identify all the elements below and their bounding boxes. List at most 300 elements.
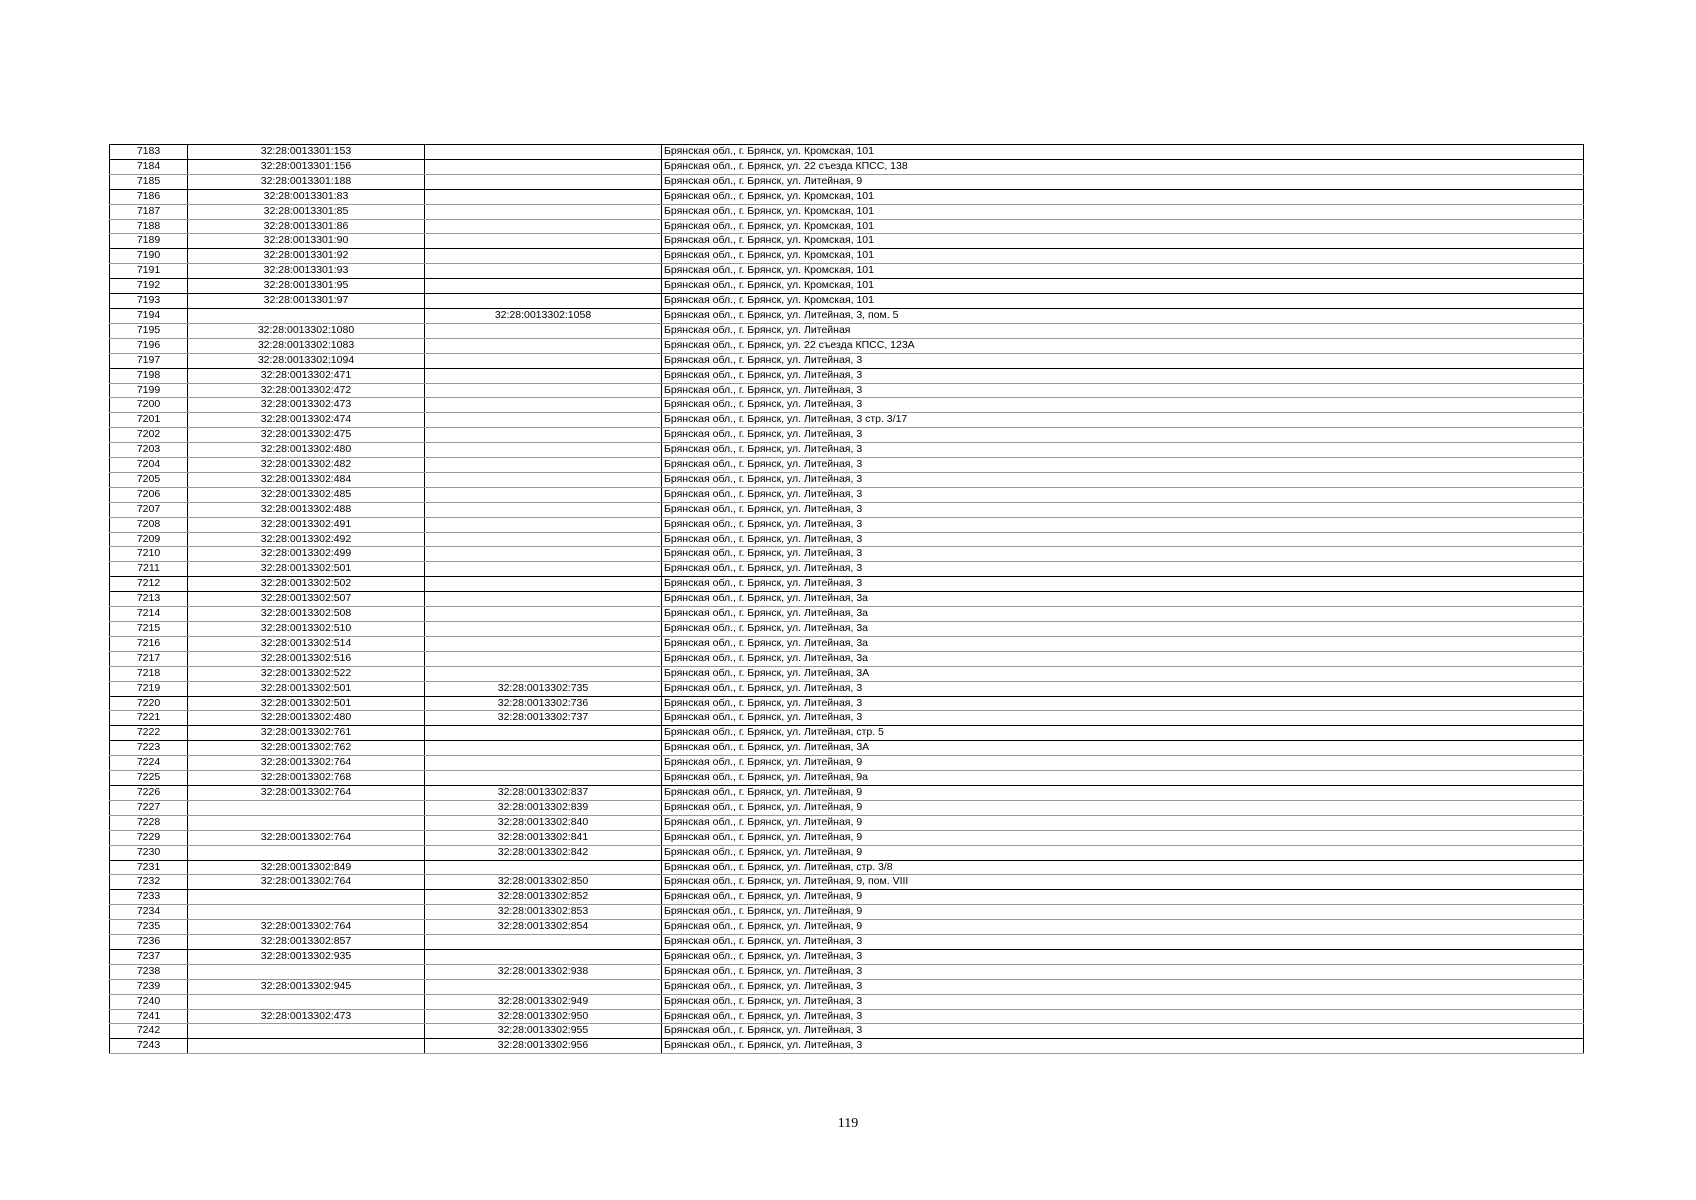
table-row: [110, 726, 1584, 741]
table-row: [110, 294, 1584, 309]
row-number-cell: 7191: [110, 264, 188, 279]
row-number-cell: 7238: [110, 964, 188, 979]
source-cadastral-number-cell: 32:28:0013302:764: [188, 785, 425, 800]
table-row: [110, 487, 1584, 502]
new-cadastral-number-cell: [425, 756, 662, 771]
new-cadastral-number-cell: 32:28:0013302:949: [425, 994, 662, 1009]
source-cadastral-number-cell: 32:28:0013302:485: [188, 487, 425, 502]
table-row: [110, 800, 1584, 815]
source-cadastral-number-cell: 32:28:0013302:480: [188, 711, 425, 726]
source-cadastral-number-cell: 32:28:0013302:508: [188, 607, 425, 622]
source-cadastral-number-cell: 32:28:0013302:514: [188, 636, 425, 651]
table-row: [110, 174, 1584, 189]
new-cadastral-number-cell: [425, 532, 662, 547]
new-cadastral-number-cell: [425, 145, 662, 160]
table-row: [110, 502, 1584, 517]
new-cadastral-number-cell: [425, 607, 662, 622]
table-row: [110, 756, 1584, 771]
table-row: [110, 696, 1584, 711]
row-number-cell: 7184: [110, 159, 188, 174]
source-cadastral-number-cell: 32:28:0013302:473: [188, 1009, 425, 1024]
new-cadastral-number-cell: [425, 547, 662, 562]
source-cadastral-number-cell: 32:28:0013302:764: [188, 756, 425, 771]
table-row: [110, 323, 1584, 338]
source-cadastral-number-cell: 32:28:0013302:935: [188, 949, 425, 964]
address-cell: Брянская обл., г. Брянск, ул. 22 съезда КПСС, 138: [662, 159, 1584, 174]
table-row: [110, 577, 1584, 592]
row-number-cell: 7186: [110, 189, 188, 204]
table-row: [110, 964, 1584, 979]
address-cell: Брянская обл., г. Брянск, ул. Кромская, 101: [662, 219, 1584, 234]
table-row: [110, 368, 1584, 383]
address-cell: Брянская обл., г. Брянск, ул. Кромская, 101: [662, 279, 1584, 294]
source-cadastral-number-cell: 32:28:0013302:764: [188, 830, 425, 845]
source-cadastral-number-cell: 32:28:0013302:768: [188, 771, 425, 786]
address-cell: Брянская обл., г. Брянск, ул. Кромская, 101: [662, 249, 1584, 264]
address-cell: Брянская обл., г. Брянск, ул. Литейная, 9: [662, 174, 1584, 189]
new-cadastral-number-cell: [425, 651, 662, 666]
row-number-cell: 7194: [110, 308, 188, 323]
address-cell: Брянская обл., г. Брянск, ул. Литейная, 3: [662, 472, 1584, 487]
new-cadastral-number-cell: [425, 264, 662, 279]
row-number-cell: 7216: [110, 636, 188, 651]
source-cadastral-number-cell: 32:28:0013302:1083: [188, 338, 425, 353]
row-number-cell: 7234: [110, 905, 188, 920]
new-cadastral-number-cell: [425, 517, 662, 532]
table-row: [110, 547, 1584, 562]
row-number-cell: 7207: [110, 502, 188, 517]
row-number-cell: 7220: [110, 696, 188, 711]
new-cadastral-number-cell: [425, 353, 662, 368]
address-cell: Брянская обл., г. Брянск, ул. Литейная, 3: [662, 935, 1584, 950]
source-cadastral-number-cell: 32:28:0013302:492: [188, 532, 425, 547]
new-cadastral-number-cell: [425, 383, 662, 398]
row-number-cell: 7210: [110, 547, 188, 562]
address-cell: Брянская обл., г. Брянск, ул. Литейная, 3: [662, 517, 1584, 532]
address-cell: Брянская обл., г. Брянск, ул. Литейная, 3: [662, 562, 1584, 577]
row-number-cell: 7224: [110, 756, 188, 771]
new-cadastral-number-cell: [425, 726, 662, 741]
table-row: [110, 517, 1584, 532]
address-cell: Брянская обл., г. Брянск, ул. Литейная, 9: [662, 785, 1584, 800]
new-cadastral-number-cell: [425, 159, 662, 174]
new-cadastral-number-cell: [425, 949, 662, 964]
source-cadastral-number-cell: [188, 800, 425, 815]
address-cell: Брянская обл., г. Брянск, ул. Литейная, 9: [662, 920, 1584, 935]
source-cadastral-number-cell: 32:28:0013302:761: [188, 726, 425, 741]
table-row: [110, 785, 1584, 800]
row-number-cell: 7236: [110, 935, 188, 950]
table-row: [110, 145, 1584, 160]
row-number-cell: 7221: [110, 711, 188, 726]
new-cadastral-number-cell: 32:28:0013302:1058: [425, 308, 662, 323]
address-cell: Брянская обл., г. Брянск, ул. Литейная, 3: [662, 443, 1584, 458]
new-cadastral-number-cell: 32:28:0013302:854: [425, 920, 662, 935]
new-cadastral-number-cell: [425, 741, 662, 756]
row-number-cell: 7237: [110, 949, 188, 964]
address-cell: Брянская обл., г. Брянск, ул. 22 съезда КПСС, 123А: [662, 338, 1584, 353]
source-cadastral-number-cell: 32:28:0013302:1080: [188, 323, 425, 338]
row-number-cell: 7198: [110, 368, 188, 383]
address-cell: Брянская обл., г. Брянск, ул. Литейная, 3: [662, 547, 1584, 562]
table-row: [110, 1039, 1584, 1054]
new-cadastral-number-cell: 32:28:0013302:837: [425, 785, 662, 800]
source-cadastral-number-cell: [188, 815, 425, 830]
address-cell: Брянская обл., г. Брянск, ул. Литейная, 3а: [662, 636, 1584, 651]
new-cadastral-number-cell: 32:28:0013302:852: [425, 890, 662, 905]
new-cadastral-number-cell: 32:28:0013302:842: [425, 845, 662, 860]
source-cadastral-number-cell: 32:28:0013301:90: [188, 234, 425, 249]
new-cadastral-number-cell: 32:28:0013302:853: [425, 905, 662, 920]
table-row: [110, 905, 1584, 920]
new-cadastral-number-cell: [425, 502, 662, 517]
row-number-cell: 7209: [110, 532, 188, 547]
new-cadastral-number-cell: [425, 174, 662, 189]
row-number-cell: 7229: [110, 830, 188, 845]
table-row: [110, 1009, 1584, 1024]
source-cadastral-number-cell: 32:28:0013301:153: [188, 145, 425, 160]
source-cadastral-number-cell: 32:28:0013301:188: [188, 174, 425, 189]
row-number-cell: 7243: [110, 1039, 188, 1054]
page-number: 119: [837, 1116, 859, 1131]
row-number-cell: 7189: [110, 234, 188, 249]
source-cadastral-number-cell: 32:28:0013302:471: [188, 368, 425, 383]
row-number-cell: 7205: [110, 472, 188, 487]
new-cadastral-number-cell: [425, 577, 662, 592]
new-cadastral-number-cell: [425, 204, 662, 219]
table-row: [110, 204, 1584, 219]
address-cell: Брянская обл., г. Брянск, ул. Литейная, 3: [662, 949, 1584, 964]
new-cadastral-number-cell: 32:28:0013302:841: [425, 830, 662, 845]
address-cell: Брянская обл., г. Брянск, ул. Кромская, 101: [662, 204, 1584, 219]
address-cell: Брянская обл., г. Брянск, ул. Литейная, стр. 3/8: [662, 860, 1584, 875]
table-row: [110, 651, 1584, 666]
table-row: [110, 428, 1584, 443]
row-number-cell: 7187: [110, 204, 188, 219]
row-number-cell: 7202: [110, 428, 188, 443]
address-cell: Брянская обл., г. Брянск, ул. Литейная, 9а: [662, 771, 1584, 786]
address-cell: Брянская обл., г. Брянск, ул. Литейная, 3: [662, 1024, 1584, 1039]
source-cadastral-number-cell: 32:28:0013302:501: [188, 696, 425, 711]
source-cadastral-number-cell: 32:28:0013302:516: [188, 651, 425, 666]
row-number-cell: 7218: [110, 666, 188, 681]
new-cadastral-number-cell: [425, 428, 662, 443]
source-cadastral-number-cell: 32:28:0013301:97: [188, 294, 425, 309]
address-cell: Брянская обл., г. Брянск, ул. Литейная, 9: [662, 815, 1584, 830]
table-row: [110, 234, 1584, 249]
new-cadastral-number-cell: [425, 472, 662, 487]
table-row: [110, 458, 1584, 473]
source-cadastral-number-cell: [188, 890, 425, 905]
new-cadastral-number-cell: [425, 666, 662, 681]
new-cadastral-number-cell: [425, 249, 662, 264]
row-number-cell: 7203: [110, 443, 188, 458]
table-row: [110, 845, 1584, 860]
address-cell: Брянская обл., г. Брянск, ул. Кромская, 101: [662, 294, 1584, 309]
address-cell: Брянская обл., г. Брянск, ул. Литейная, стр. 5: [662, 726, 1584, 741]
new-cadastral-number-cell: [425, 860, 662, 875]
table-row: [110, 607, 1584, 622]
row-number-cell: 7211: [110, 562, 188, 577]
row-number-cell: 7233: [110, 890, 188, 905]
cadastral-table: [109, 144, 1584, 1054]
address-cell: Брянская обл., г. Брянск, ул. Литейная, 3: [662, 681, 1584, 696]
row-number-cell: 7215: [110, 622, 188, 637]
new-cadastral-number-cell: [425, 234, 662, 249]
table-row: [110, 472, 1584, 487]
table-row: [110, 741, 1584, 756]
address-cell: Брянская обл., г. Брянск, ул. Литейная: [662, 323, 1584, 338]
row-number-cell: 7240: [110, 994, 188, 1009]
source-cadastral-number-cell: 32:28:0013301:95: [188, 279, 425, 294]
address-cell: Брянская обл., г. Брянск, ул. Литейная, 3: [662, 487, 1584, 502]
source-cadastral-number-cell: 32:28:0013302:472: [188, 383, 425, 398]
address-cell: Брянская обл., г. Брянск, ул. Литейная, 9: [662, 890, 1584, 905]
source-cadastral-number-cell: [188, 1039, 425, 1054]
address-cell: Брянская обл., г. Брянск, ул. Литейная, 3а: [662, 607, 1584, 622]
table-row: [110, 264, 1584, 279]
table-row: [110, 830, 1584, 845]
source-cadastral-number-cell: [188, 308, 425, 323]
address-cell: Брянская обл., г. Брянск, ул. Литейная, 3: [662, 458, 1584, 473]
address-cell: Брянская обл., г. Брянск, ул. Литейная, 3: [662, 398, 1584, 413]
address-cell: Брянская обл., г. Брянск, ул. Литейная, 3: [662, 532, 1584, 547]
row-number-cell: 7190: [110, 249, 188, 264]
row-number-cell: 7219: [110, 681, 188, 696]
source-cadastral-number-cell: 32:28:0013301:93: [188, 264, 425, 279]
row-number-cell: 7201: [110, 413, 188, 428]
table-row: [110, 860, 1584, 875]
source-cadastral-number-cell: 32:28:0013301:92: [188, 249, 425, 264]
address-cell: Брянская обл., г. Брянск, ул. Литейная, 9: [662, 756, 1584, 771]
table-row: [110, 159, 1584, 174]
address-cell: Брянская обл., г. Брянск, ул. Литейная, 3а: [662, 651, 1584, 666]
source-cadastral-number-cell: 32:28:0013302:507: [188, 592, 425, 607]
new-cadastral-number-cell: [425, 279, 662, 294]
address-cell: Брянская обл., г. Брянск, ул. Литейная, 3: [662, 368, 1584, 383]
table-row: [110, 353, 1584, 368]
row-number-cell: 7213: [110, 592, 188, 607]
source-cadastral-number-cell: 32:28:0013302:764: [188, 875, 425, 890]
row-number-cell: 7204: [110, 458, 188, 473]
address-cell: Брянская обл., г. Брянск, ул. Кромская, 101: [662, 234, 1584, 249]
new-cadastral-number-cell: 32:28:0013302:736: [425, 696, 662, 711]
address-cell: Брянская обл., г. Брянск, ул. Литейная, 9: [662, 905, 1584, 920]
new-cadastral-number-cell: [425, 562, 662, 577]
address-cell: Брянская обл., г. Брянск, ул. Литейная, 3: [662, 964, 1584, 979]
source-cadastral-number-cell: 32:28:0013302:510: [188, 622, 425, 637]
new-cadastral-number-cell: 32:28:0013302:839: [425, 800, 662, 815]
source-cadastral-number-cell: 32:28:0013302:764: [188, 920, 425, 935]
source-cadastral-number-cell: 32:28:0013302:488: [188, 502, 425, 517]
table-row: [110, 935, 1584, 950]
address-cell: Брянская обл., г. Брянск, ул. Литейная, 3: [662, 994, 1584, 1009]
address-cell: Брянская обл., г. Брянск, ул. Литейная, 9, пом. VIII: [662, 875, 1584, 890]
table-row: [110, 219, 1584, 234]
table-row: [110, 413, 1584, 428]
source-cadastral-number-cell: 32:28:0013302:849: [188, 860, 425, 875]
new-cadastral-number-cell: [425, 487, 662, 502]
new-cadastral-number-cell: 32:28:0013302:956: [425, 1039, 662, 1054]
new-cadastral-number-cell: [425, 189, 662, 204]
table-row: [110, 711, 1584, 726]
address-cell: Брянская обл., г. Брянск, ул. Литейная, 3: [662, 383, 1584, 398]
source-cadastral-number-cell: 32:28:0013302:474: [188, 413, 425, 428]
new-cadastral-number-cell: [425, 443, 662, 458]
source-cadastral-number-cell: 32:28:0013302:857: [188, 935, 425, 950]
table-row: [110, 815, 1584, 830]
source-cadastral-number-cell: 32:28:0013302:762: [188, 741, 425, 756]
table-row: [110, 636, 1584, 651]
new-cadastral-number-cell: 32:28:0013302:737: [425, 711, 662, 726]
address-cell: Брянская обл., г. Брянск, ул. Литейная, 3а: [662, 592, 1584, 607]
source-cadastral-number-cell: 32:28:0013302:499: [188, 547, 425, 562]
new-cadastral-number-cell: [425, 636, 662, 651]
new-cadastral-number-cell: [425, 368, 662, 383]
source-cadastral-number-cell: 32:28:0013301:85: [188, 204, 425, 219]
source-cadastral-number-cell: 32:28:0013302:475: [188, 428, 425, 443]
address-cell: Брянская обл., г. Брянск, ул. Литейная, 3: [662, 577, 1584, 592]
row-number-cell: 7217: [110, 651, 188, 666]
source-cadastral-number-cell: 32:28:0013302:501: [188, 562, 425, 577]
source-cadastral-number-cell: [188, 1024, 425, 1039]
table-row: [110, 979, 1584, 994]
new-cadastral-number-cell: [425, 458, 662, 473]
table-row: [110, 771, 1584, 786]
row-number-cell: 7195: [110, 323, 188, 338]
address-cell: Брянская обл., г. Брянск, ул. Литейная, 3: [662, 979, 1584, 994]
new-cadastral-number-cell: [425, 323, 662, 338]
address-cell: Брянская обл., г. Брянск, ул. Литейная, 3: [662, 428, 1584, 443]
source-cadastral-number-cell: [188, 994, 425, 1009]
new-cadastral-number-cell: [425, 398, 662, 413]
row-number-cell: 7206: [110, 487, 188, 502]
table-row: [110, 920, 1584, 935]
address-cell: Брянская обл., г. Брянск, ул. Литейная, 3А: [662, 741, 1584, 756]
source-cadastral-number-cell: [188, 905, 425, 920]
address-cell: Брянская обл., г. Брянск, ул. Литейная, 9: [662, 830, 1584, 845]
table-row: [110, 383, 1584, 398]
table-row: [110, 443, 1584, 458]
table-row: [110, 875, 1584, 890]
table-row: [110, 189, 1584, 204]
address-cell: Брянская обл., г. Брянск, ул. Литейная, 9: [662, 800, 1584, 815]
source-cadastral-number-cell: [188, 845, 425, 860]
new-cadastral-number-cell: [425, 979, 662, 994]
address-cell: Брянская обл., г. Брянск, ул. Литейная, 3, пом. 5: [662, 308, 1584, 323]
address-cell: Брянская обл., г. Брянск, ул. Литейная, 9: [662, 845, 1584, 860]
table-row: [110, 532, 1584, 547]
source-cadastral-number-cell: 32:28:0013302:491: [188, 517, 425, 532]
table-row: [110, 1024, 1584, 1039]
new-cadastral-number-cell: 32:28:0013302:955: [425, 1024, 662, 1039]
new-cadastral-number-cell: 32:28:0013302:850: [425, 875, 662, 890]
row-number-cell: 7183: [110, 145, 188, 160]
row-number-cell: 7185: [110, 174, 188, 189]
document-page: [109, 144, 1584, 1054]
table-row: [110, 279, 1584, 294]
address-cell: Брянская обл., г. Брянск, ул. Кромская, 101: [662, 189, 1584, 204]
row-number-cell: 7239: [110, 979, 188, 994]
row-number-cell: 7241: [110, 1009, 188, 1024]
address-cell: Брянская обл., г. Брянск, ул. Литейная, 3: [662, 502, 1584, 517]
table-row: [110, 622, 1584, 637]
row-number-cell: 7214: [110, 607, 188, 622]
row-number-cell: 7223: [110, 741, 188, 756]
source-cadastral-number-cell: 32:28:0013302:501: [188, 681, 425, 696]
address-cell: Брянская обл., г. Брянск, ул. Литейная, 3: [662, 1039, 1584, 1054]
table-row: [110, 681, 1584, 696]
table-row: [110, 562, 1584, 577]
source-cadastral-number-cell: 32:28:0013302:502: [188, 577, 425, 592]
row-number-cell: 7208: [110, 517, 188, 532]
new-cadastral-number-cell: [425, 771, 662, 786]
row-number-cell: 7231: [110, 860, 188, 875]
row-number-cell: 7235: [110, 920, 188, 935]
row-number-cell: 7199: [110, 383, 188, 398]
row-number-cell: 7196: [110, 338, 188, 353]
row-number-cell: 7200: [110, 398, 188, 413]
row-number-cell: 7225: [110, 771, 188, 786]
address-cell: Брянская обл., г. Брянск, ул. Литейная, 3: [662, 1009, 1584, 1024]
row-number-cell: 7226: [110, 785, 188, 800]
table-row: [110, 949, 1584, 964]
table-row: [110, 308, 1584, 323]
table-row: [110, 666, 1584, 681]
table-row: [110, 592, 1584, 607]
table-row: [110, 890, 1584, 905]
new-cadastral-number-cell: [425, 294, 662, 309]
source-cadastral-number-cell: 32:28:0013301:156: [188, 159, 425, 174]
new-cadastral-number-cell: [425, 622, 662, 637]
address-cell: Брянская обл., г. Брянск, ул. Литейная, 3а: [662, 622, 1584, 637]
new-cadastral-number-cell: [425, 219, 662, 234]
source-cadastral-number-cell: 32:28:0013301:86: [188, 219, 425, 234]
address-cell: Брянская обл., г. Брянск, ул. Литейная, 3А: [662, 666, 1584, 681]
source-cadastral-number-cell: 32:28:0013302:482: [188, 458, 425, 473]
address-cell: Брянская обл., г. Брянск, ул. Кромская, 101: [662, 264, 1584, 279]
new-cadastral-number-cell: 32:28:0013302:735: [425, 681, 662, 696]
row-number-cell: 7188: [110, 219, 188, 234]
address-cell: Брянская обл., г. Брянск, ул. Литейная, 3: [662, 696, 1584, 711]
row-number-cell: 7227: [110, 800, 188, 815]
table-row: [110, 398, 1584, 413]
source-cadastral-number-cell: 32:28:0013302:484: [188, 472, 425, 487]
address-cell: Брянская обл., г. Брянск, ул. Кромская, 101: [662, 145, 1584, 160]
new-cadastral-number-cell: 32:28:0013302:950: [425, 1009, 662, 1024]
new-cadastral-number-cell: 32:28:0013302:938: [425, 964, 662, 979]
row-number-cell: 7232: [110, 875, 188, 890]
source-cadastral-number-cell: 32:28:0013302:522: [188, 666, 425, 681]
address-cell: Брянская обл., г. Брянск, ул. Литейная, 3: [662, 711, 1584, 726]
row-number-cell: 7192: [110, 279, 188, 294]
source-cadastral-number-cell: [188, 964, 425, 979]
row-number-cell: 7212: [110, 577, 188, 592]
address-cell: Брянская обл., г. Брянск, ул. Литейная, 3: [662, 353, 1584, 368]
address-cell: Брянская обл., г. Брянск, ул. Литейная, 3 стр. 3/17: [662, 413, 1584, 428]
row-number-cell: 7242: [110, 1024, 188, 1039]
source-cadastral-number-cell: 32:28:0013302:945: [188, 979, 425, 994]
new-cadastral-number-cell: [425, 338, 662, 353]
row-number-cell: 7193: [110, 294, 188, 309]
table-row: [110, 249, 1584, 264]
row-number-cell: 7230: [110, 845, 188, 860]
table-row: [110, 338, 1584, 353]
new-cadastral-number-cell: [425, 592, 662, 607]
source-cadastral-number-cell: 32:28:0013301:83: [188, 189, 425, 204]
new-cadastral-number-cell: 32:28:0013302:840: [425, 815, 662, 830]
row-number-cell: 7228: [110, 815, 188, 830]
